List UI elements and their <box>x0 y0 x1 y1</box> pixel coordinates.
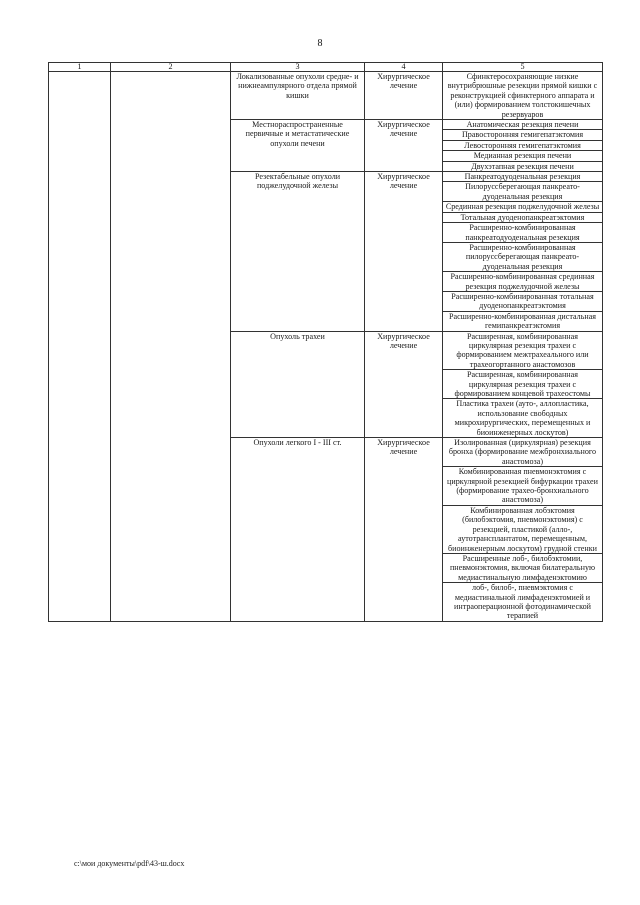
method-cell: Комбинированная лобэктомия (билобэктомия, пневмонэктомия) с резекцией, пластикой (алло-, аутотрансплантатом, перемещенным, биоинженерным лоскутом) грудной стенки <box>443 505 603 553</box>
procedures-table <box>48 62 603 622</box>
treatment-cell: Хирургическое лечение <box>365 438 443 622</box>
method-cell: Расширенно-комбинированная срединная резекция поджелудочной железы <box>443 272 603 292</box>
method-cell: Пластика трахеи (ауто-, аллопластика, использование свободных микрохирургических, перемещенных и биоинженерных лоскутов) <box>443 399 603 438</box>
method-cell: Правосторонняя гемигепатэктомия <box>443 130 603 140</box>
treatment-cell: Хирургическое лечение <box>365 331 443 437</box>
method-cell: Срединная резекция поджелудочной железы <box>443 202 603 212</box>
disease-cell: Локализованные опухоли средне- и нижнеампулярного отдела прямой кишки <box>231 72 365 120</box>
method-cell: Расширенно-комбинированная дистальная гемипанкреатэктомия <box>443 311 603 331</box>
method-cell: Анатомическая резекция печени <box>443 120 603 130</box>
table-header-row <box>49 63 603 72</box>
file-path-footer: c:\мои документы\pdf\43-ш.docx <box>74 859 185 868</box>
method-cell: Расширенные лоб-, билобэктомии, пневмонэктомия, включая билатеральную медиастинальную лимфаденэктомию <box>443 553 603 582</box>
method-cell: Левосторонняя гемигепатэктомия <box>443 140 603 150</box>
column-number-3: 3 <box>231 63 365 72</box>
method-cell: Двухэтапная резекция печени <box>443 161 603 171</box>
method-cell: Расширенная, комбинированная циркулярная резекция трахеи с формированием межтрахеального или трахеогортанного анастомозов <box>443 331 603 370</box>
disease-cell: Опухоли легкого I - III ст. <box>231 438 365 622</box>
treatment-cell: Хирургическое лечение <box>365 172 443 332</box>
column-number-4: 4 <box>365 63 443 72</box>
method-cell: Сфинктеросохраняющие низкие внутрибрюшные резекции прямой кишки с реконструкцией сфинктерного аппарата и (или) формированием толстокишечных резервуаров <box>443 72 603 120</box>
method-cell: Комбинированная пневмонэктомия с циркулярной резекцией бифуркации трахеи (формирование трахео-бронхиального анастомоза) <box>443 467 603 506</box>
treatment-cell: Хирургическое лечение <box>365 72 443 120</box>
disease-cell: Опухоль трахеи <box>231 331 365 437</box>
cell-col1 <box>49 72 111 622</box>
method-cell: Расширенно-комбинированная пилоруссберегающая панкреато-дуоденальная резекция <box>443 242 603 271</box>
table-row <box>49 72 603 120</box>
cell-col2 <box>111 72 231 622</box>
method-cell: Расширенная, комбинированная циркулярная резекция трахеи с формированием концевой трахеостомы <box>443 370 603 399</box>
method-cell: лоб-, билоб-, пневмэктомия с медиастинальной лимфаденэктомией и интраоперационной фотодинамической терапией <box>443 583 603 622</box>
disease-cell: Резектабельные опухоли поджелудочной железы <box>231 172 365 332</box>
page-number: 8 <box>317 38 323 49</box>
column-number-2: 2 <box>111 63 231 72</box>
method-cell: Тотальная дуоденопанкреатэктомия <box>443 212 603 222</box>
column-number-5: 5 <box>443 63 603 72</box>
column-number-1: 1 <box>49 63 111 72</box>
method-cell: Расширенно-комбинированная тотальная дуоденопанкреатэктомия <box>443 291 603 311</box>
treatment-cell: Хирургическое лечение <box>365 120 443 172</box>
disease-cell: Местнораспространенные первичные и метастатические опухоли печени <box>231 120 365 172</box>
method-cell: Расширенно-комбинированная панкреатодуоденальная резекция <box>443 223 603 243</box>
method-cell: Изолированная (циркулярная) резекция бронха (формирование межбронхиального анастомоза) <box>443 438 603 467</box>
method-cell: Медианная резекция печени <box>443 151 603 161</box>
method-cell: Панкреатодуоденальная резекция <box>443 172 603 182</box>
method-cell: Пилоруссберегающая панкреато-дуоденальная резекция <box>443 182 603 202</box>
